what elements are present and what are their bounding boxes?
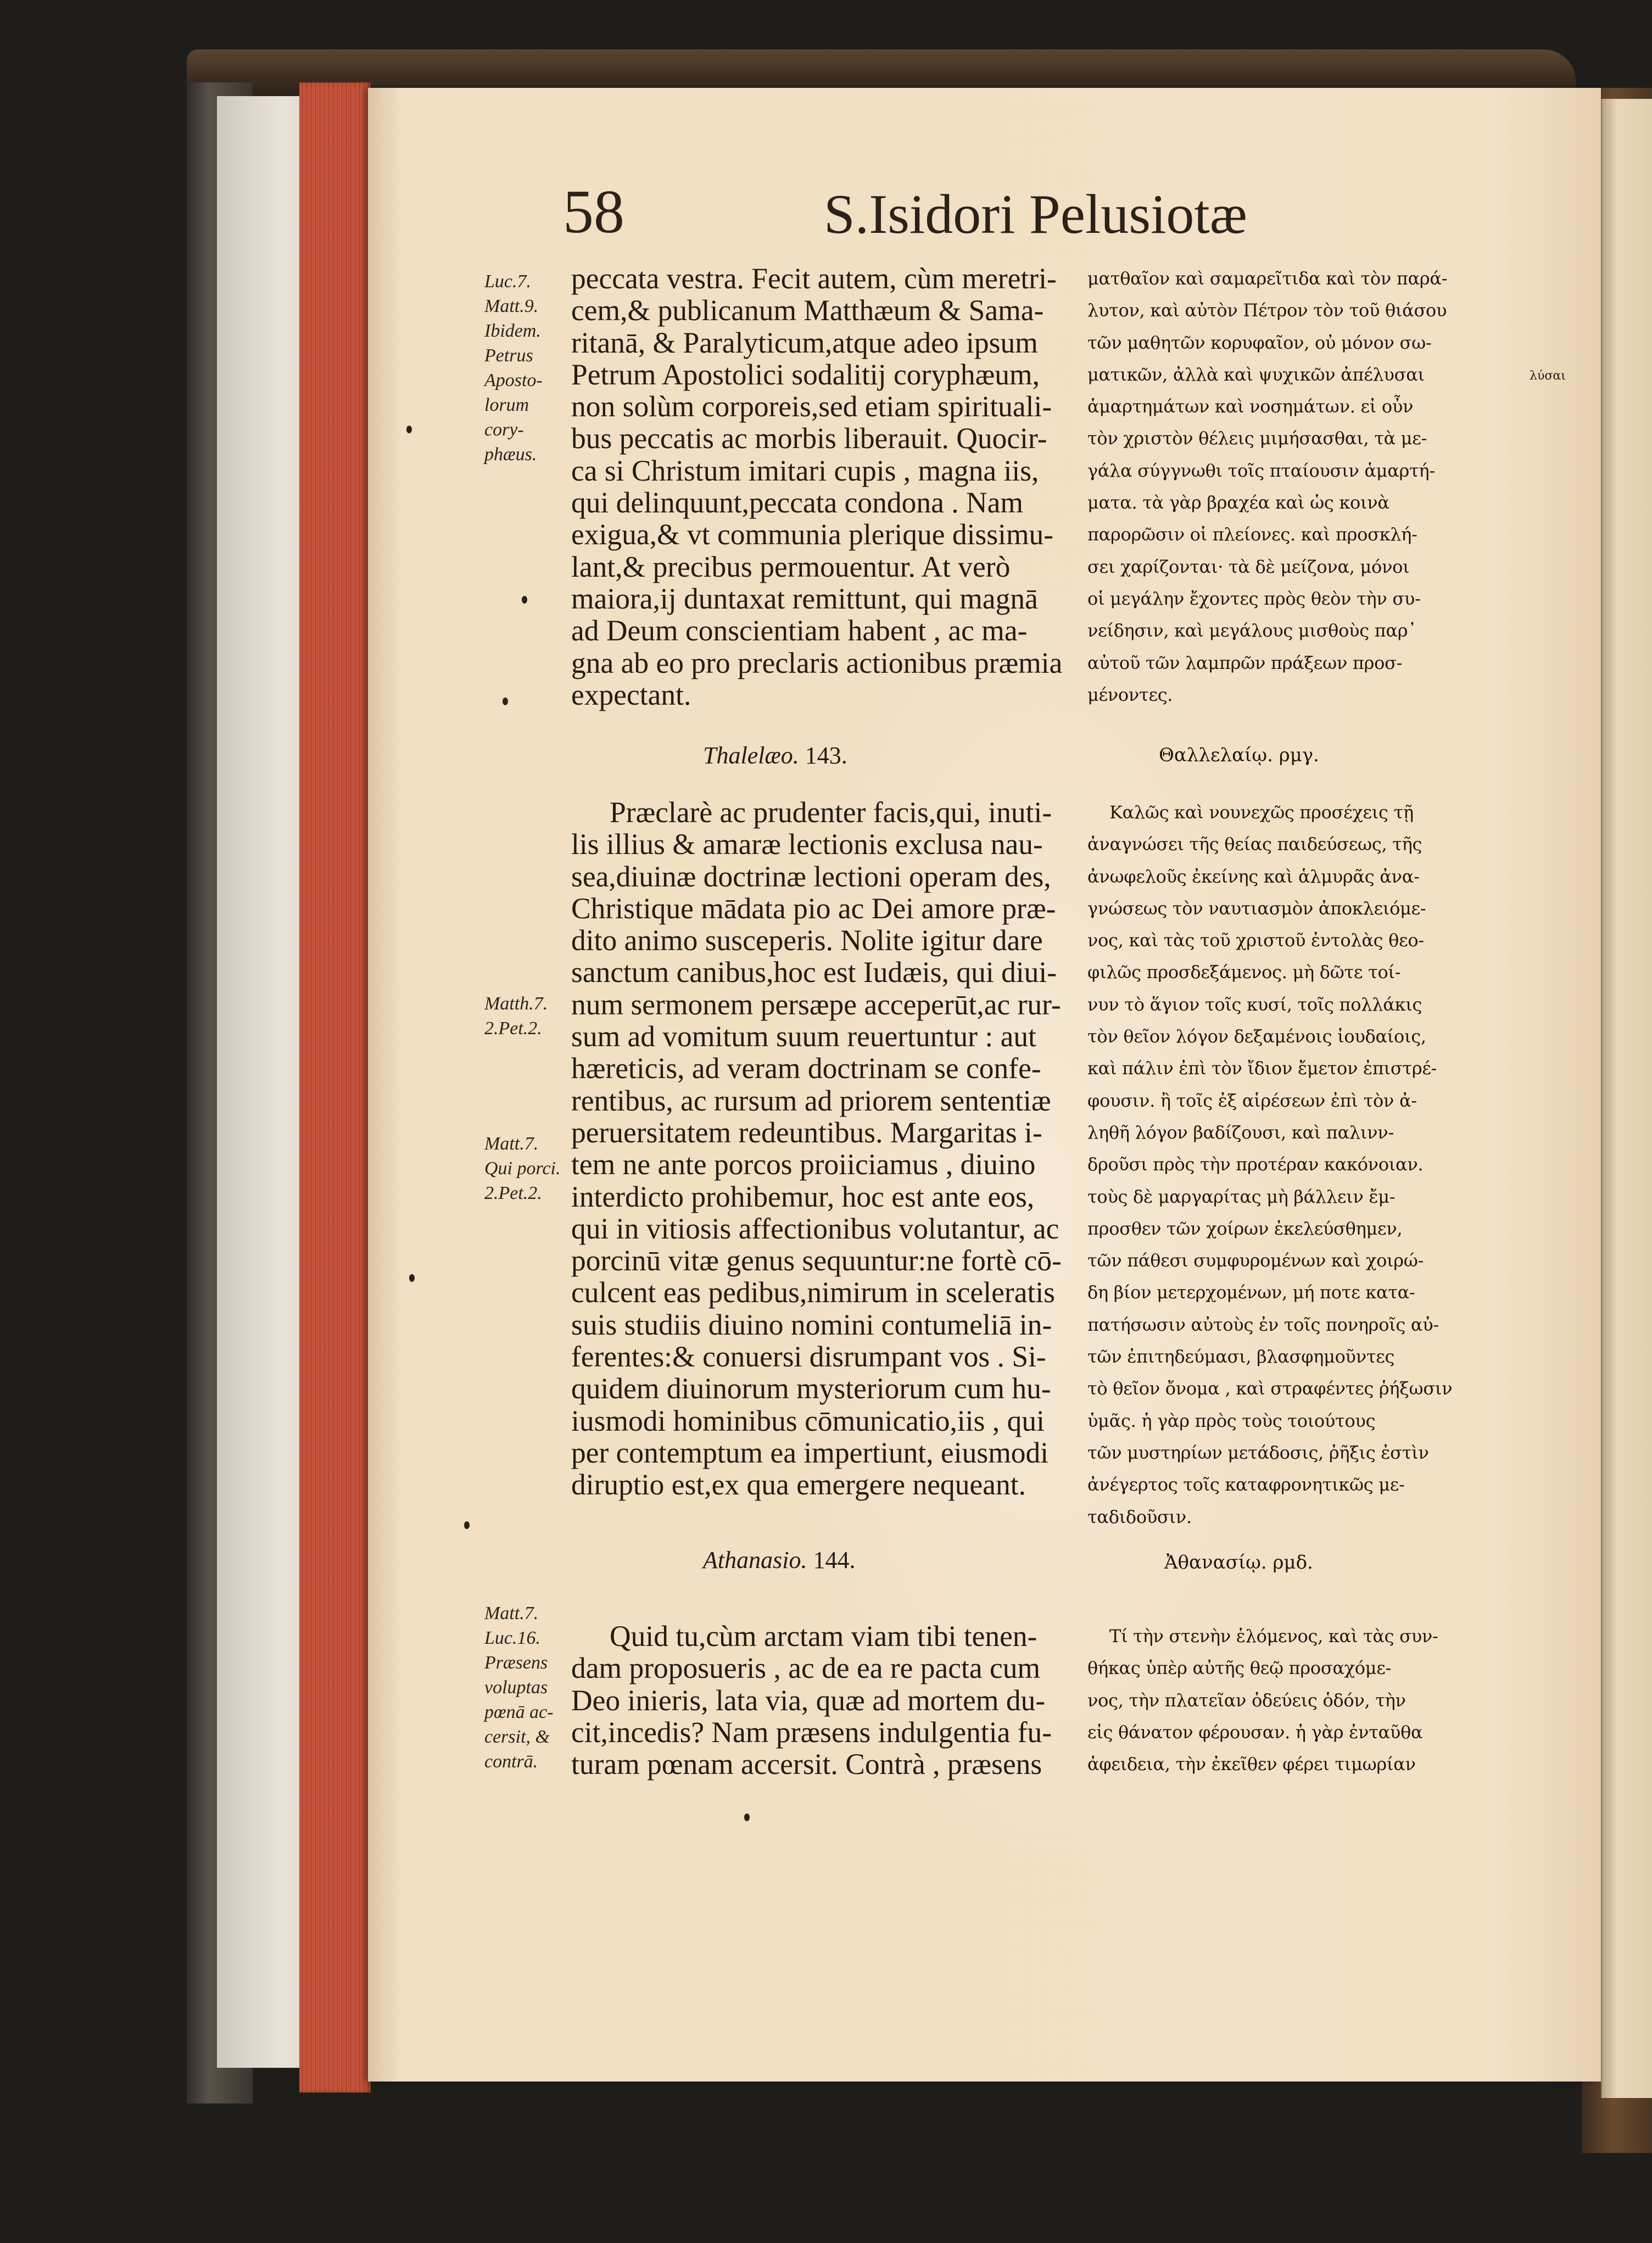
text-line: ταδιδοῦσιν.: [1087, 1506, 1192, 1527]
text-line: μένοντες.: [1087, 684, 1173, 705]
margin-note: Matt.7.: [484, 1603, 539, 1623]
text-line: Petrum Apostolici sodalitij coryphæum,: [571, 358, 1040, 391]
letter-143-heading-greek: Θαλλελαίῳ. ρμγ.: [1159, 744, 1319, 766]
text-line: iusmodi hominibus cōmunicatio,iis , qui: [571, 1404, 1045, 1437]
text-line: φιλῶς προσδεξάμενος. μὴ δῶτε τοί-: [1087, 962, 1401, 983]
text-line: qui delinquunt,peccata condona . Nam: [571, 486, 1024, 520]
text-line: cem,& publicanum Matthæum & Sama-: [571, 294, 1044, 327]
text-line: rentibus, ac rursum ad priorem sententiæ: [571, 1084, 1051, 1117]
letter-142-margin-notes: [484, 269, 543, 467]
text-line: θήκας ὑπὲρ αὐτῆς θεῷ προσαχόμε-: [1087, 1658, 1392, 1679]
ink-speck: [522, 596, 527, 604]
text-line: hæreticis, ad veram doctrinam se confe-: [571, 1052, 1041, 1085]
text-line: ματθαῖον καὶ σαμαρεῖτιδα καὶ τὸν παρά-: [1087, 268, 1448, 289]
text-line: cit,incedis? Nam præsens indulgentia fu-: [571, 1715, 1052, 1749]
text-line: dito animo susceperis. Nolite igitur dare: [571, 924, 1043, 957]
addressee-name: Athanasio.: [703, 1547, 807, 1574]
text-line: gna ab eo pro preclaris actionibus præmia: [571, 646, 1063, 679]
text-line: πατήσωσιν αὐτοὺς ἐν τοῖς πονηροῖς αὐ-: [1087, 1314, 1439, 1335]
letter-144-heading-greek: Ἀθανασίῳ. ρμδ.: [1164, 1552, 1313, 1574]
text-line: νος, καὶ τὰς τοῦ χριστοῦ ἐντολὰς θεο-: [1087, 930, 1424, 951]
text-line: interdicto prohibemur, hoc est ante eos,: [571, 1180, 1035, 1213]
margin-note: lorum: [484, 395, 529, 415]
page-number: 58: [563, 178, 624, 246]
text-line: porcinū vitæ genus sequuntur:ne fortè cō-: [571, 1244, 1062, 1277]
next-page-edge: [1601, 99, 1652, 2098]
text-line: Καλῶς καὶ νουνεχῶς προσέχεις τῇ: [1109, 802, 1414, 823]
text-line: καὶ πάλιν ἐπὶ τὸν ἴδιον ἔμετον ἐπιστρέ-: [1087, 1058, 1437, 1079]
text-line: suis studiis diuino nomini contumeliā in-: [571, 1308, 1052, 1341]
letter-144-greek-text: [1087, 1620, 1438, 1780]
letter-144-heading-latin: [703, 1546, 855, 1574]
text-line: σει χαρίζονται· τὰ δὲ μείζονα, μόνοι: [1087, 556, 1410, 577]
letter-143-margin-notes-2: [484, 1131, 561, 1206]
text-line: γάλα σύγγνωθι τοῖς πταίουσιν ἁμαρτή-: [1087, 460, 1435, 481]
text-line: ἁμαρτημάτων καὶ νοσημάτων. εἰ οὖν: [1087, 396, 1414, 417]
book-page: [368, 88, 1601, 2082]
text-line: εἰς θάνατον φέρουσαν. ἡ γὰρ ἐνταῦθα: [1087, 1721, 1423, 1743]
ink-speck: [409, 1274, 415, 1282]
text-line: lant,& precibus permouentur. At verò: [571, 550, 1011, 583]
margin-note: 2.Pet.2.: [484, 1018, 542, 1039]
letter-142-greek-text: [1087, 263, 1447, 711]
text-line: exigua,& vt communia plerique dissimu-: [571, 518, 1054, 551]
text-line: expectant.: [571, 678, 691, 711]
text-line: diruptio est,ex qua emergere nequeant.: [571, 1468, 1026, 1502]
text-line: turam pœnam accersit. Contrà , præsens: [571, 1748, 1042, 1781]
margin-note: cersit, &: [484, 1727, 550, 1747]
text-line: sum ad vomitum suum reuertuntur : aut: [571, 1020, 1036, 1053]
letter-143-latin-text: [571, 796, 1062, 1501]
text-line: peruersitatem redeuntibus. Margaritas i-: [571, 1115, 1042, 1149]
text-line: ματικῶν, ἀλλὰ καὶ ψυχικῶν ἀπέλυσαι: [1087, 364, 1425, 385]
text-line: culcent eas pedibus,nimirum in sceleratis: [571, 1276, 1055, 1309]
text-line: sanctum canibus,hoc est Iudæis, qui diui-: [571, 956, 1057, 989]
text-line: Quid tu,cùm arctam viam tibi tenen-: [610, 1620, 1037, 1653]
text-line: τὸ θεῖον ὄνομα , καὶ στραφέντες ῥήξωσιν: [1087, 1378, 1453, 1399]
text-line: per contemptum ea impertiunt, eiusmodi: [571, 1436, 1049, 1469]
greek-margin-note: λύσαι: [1530, 369, 1566, 383]
text-line: ὑμᾶς. ἡ γὰρ πρὸς τοὺς τοιούτους: [1087, 1410, 1376, 1431]
text-line: αὐτοῦ τῶν λαμπρῶν πράξεων προσ-: [1087, 652, 1403, 673]
text-line: ἀναγνώσει τῆς θείας παιδεύσεως, τῆς: [1087, 834, 1422, 855]
text-line: maiora,ij duntaxat remittunt, qui magnā: [571, 582, 1038, 615]
margin-note: cory-: [484, 420, 524, 440]
text-line: quidem diuinorum mysteriorum cum hu-: [571, 1372, 1051, 1405]
running-title: S.Isidori Pelusiotæ: [824, 183, 1247, 245]
ink-speck: [744, 1814, 750, 1821]
red-page-edges: [299, 82, 371, 2093]
letter-143-heading-latin: [703, 741, 847, 769]
text-line: bus peccatis ac morbis liberauit. Quocir-: [571, 422, 1047, 455]
text-line: οἱ μεγάλην ἔχοντες πρὸς θεὸν τὴν συ-: [1087, 588, 1421, 609]
text-line: Deo inieris, lata via, quæ ad mortem du-: [571, 1683, 1046, 1717]
text-line: ἀνωφελοῦς ἐκείνης καὶ ἁλμυρᾶς ἀνα-: [1087, 866, 1420, 887]
letter-143-greek-text: [1087, 796, 1452, 1533]
text-line: δροῦσι πρὸς τὴν προτέραν κακόνοιαν.: [1087, 1154, 1424, 1175]
text-line: Christique mādata pio ac Dei amore præ-: [571, 891, 1056, 925]
text-line: παρορῶσιν οἱ πλείονες. καὶ προσκλή-: [1087, 524, 1417, 545]
text-line: φουσιν. ἢ τοῖς ἐξ αἱρέσεων ἐπὶ τὸν ἀ-: [1087, 1090, 1417, 1111]
text-line: non solùm corporeis,sed etiam spirituali-: [571, 390, 1052, 423]
ink-speck: [406, 426, 412, 433]
text-line: lis illius & amaræ lectionis exclusa nau-: [571, 828, 1043, 861]
text-line: νυν τὸ ἅγιον τοῖς κυσί, τοῖς πολλάκις: [1087, 994, 1422, 1015]
margin-note: Præsens: [484, 1653, 548, 1673]
text-line: ἀνέγερτος τοῖς καταφρονητικῶς με-: [1087, 1474, 1405, 1496]
text-line: τὸν θεῖον λόγον δεξαμένοις ἰουδαίοις,: [1087, 1026, 1426, 1047]
letter-143-margin-notes-1: [484, 991, 548, 1041]
text-line: νος, τὴν πλατεῖαν ὁδεύεις ὁδόν, τὴν: [1087, 1689, 1406, 1711]
text-line: δη βίον μετερχομένων, μή ποτε κατα-: [1087, 1282, 1415, 1303]
text-line: τῶν ἐπιτηδεύμασι, βλασφημοῦντες: [1087, 1346, 1395, 1368]
margin-note: Matth.7.: [484, 994, 548, 1014]
text-line: προσθεν τῶν χοίρων ἐκελεύσθημεν,: [1087, 1218, 1403, 1239]
margin-note: contrā.: [484, 1751, 538, 1772]
text-line: ferentes:& conuersi disrumpant vos . Si-: [571, 1340, 1046, 1374]
margin-note: Matt.7.: [484, 1134, 539, 1154]
text-line: num sermonem persæpe acceperūt,ac rur-: [571, 987, 1061, 1021]
margin-note: Qui porci.: [484, 1158, 561, 1179]
text-line: qui in vitiosis affectionibus volutantur, ac: [571, 1212, 1059, 1245]
margin-note: Matt.9.: [484, 296, 539, 316]
text-line: dam proposueris , ac de ea re pacta cum: [571, 1651, 1041, 1685]
margin-note: Luc.16.: [484, 1628, 540, 1648]
text-line: tem ne ante porcos proiiciamus , diuino: [571, 1148, 1036, 1181]
ink-speck: [503, 698, 508, 705]
letter-144-margin-notes: [484, 1601, 554, 1774]
text-line: Τί τὴν στενὴν ἑλόμενος, καὶ τὰς συν-: [1109, 1626, 1438, 1647]
margin-note: Luc.7.: [484, 271, 531, 292]
margin-note: Aposto-: [484, 370, 543, 390]
letter-number: 144.: [813, 1547, 856, 1574]
letter-142-latin-text: [571, 263, 1062, 711]
text-line: τῶν μαθητῶν κορυφαῖον, οὐ μόνον σω-: [1087, 332, 1432, 353]
addressee-name: Thalelæo.: [703, 742, 799, 769]
margin-note: pœnā ac-: [484, 1702, 554, 1722]
text-line: ματα. τὰ γὰρ βραχέα καὶ ὡς κοινὰ: [1087, 492, 1389, 514]
text-line: τοὺς δὲ μαργαρίτας μὴ βάλλειν ἔμ-: [1087, 1186, 1396, 1207]
text-line: ληθῆ λόγον βαδίζουσι, καὶ παλινν-: [1087, 1122, 1394, 1143]
ink-speck: [464, 1521, 470, 1529]
letter-number: 143.: [805, 742, 847, 769]
text-line: ritanā, & Paralyticum,atque adeo ipsum: [571, 326, 1038, 359]
margin-note: 2.Pet.2.: [484, 1183, 542, 1203]
text-line: τῶν πάθεσι συμφυρομένων καὶ χοιρώ-: [1087, 1250, 1424, 1271]
margin-note: Ibidem.: [484, 321, 541, 341]
text-line: ca si Christum imitari cupis , magna iis,: [571, 454, 1039, 487]
text-line: ἀφειδεια, τὴν ἐκεῖθεν φέρει τιμωρίαν: [1087, 1754, 1416, 1775]
text-line: ad Deum conscientiam habent , ac ma-: [571, 614, 1028, 648]
text-line: τὸν χριστὸν θέλεις μιμήσασθαι, τὰ με-: [1087, 428, 1427, 449]
margin-note: voluptas: [484, 1677, 548, 1698]
margin-note: Petrus: [484, 345, 533, 366]
text-line: Præclarè ac prudenter facis,qui, inuti-: [610, 796, 1052, 829]
text-line: λυτον, καὶ αὐτὸν Πέτρον τὸν τοῦ θιάσου: [1087, 300, 1447, 321]
letter-144-latin-text: [571, 1620, 1052, 1780]
text-line: peccata vestra. Fecit autem, cùm meretri-: [571, 262, 1057, 295]
text-line: νείδησιν, καὶ μεγάλους μισθοὺς παρ᾽: [1087, 620, 1416, 641]
text-line: sea,diuinæ doctrinæ lectioni operam des,: [571, 860, 1051, 893]
text-line: γνώσεως τὸν ναυτιασμὸν ἀποκλειόμε-: [1087, 897, 1426, 919]
margin-note: phæus.: [484, 444, 537, 465]
text-line: τῶν μυστηρίων μετάδοσις, ῥῆξις ἐστὶν: [1087, 1442, 1429, 1463]
